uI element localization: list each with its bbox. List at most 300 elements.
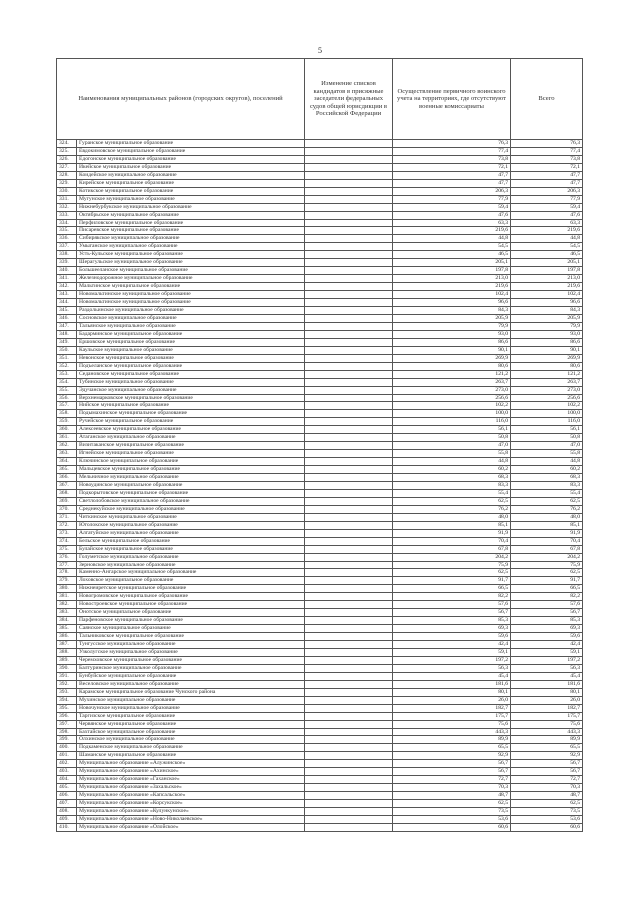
municipality-name: Кирейское муниципальное образование	[77, 179, 305, 187]
row-number: 410.	[57, 823, 77, 831]
total-value: 443,3	[511, 728, 583, 736]
total-value: 79,9	[511, 322, 583, 330]
row-number: 382.	[57, 601, 77, 609]
row-number: 368.	[57, 489, 77, 497]
table-row	[57, 434, 583, 442]
candidates-value	[305, 203, 393, 211]
table-row	[57, 545, 583, 553]
military-registration-value: 56,7	[393, 768, 511, 776]
candidates-value	[305, 529, 393, 537]
row-number: 359.	[57, 418, 77, 426]
candidates-value	[305, 219, 393, 227]
row-number: 355.	[57, 386, 77, 394]
table-row	[57, 378, 583, 386]
row-number: 409.	[57, 816, 77, 824]
candidates-value	[305, 776, 393, 784]
table-row	[57, 569, 583, 577]
municipality-name: Октябрьское муниципальное образование	[77, 211, 305, 219]
military-registration-value: 197,8	[393, 267, 511, 275]
total-value: 84,3	[511, 307, 583, 315]
military-registration-value: 273,0	[393, 386, 511, 394]
row-number: 329.	[57, 179, 77, 187]
military-registration-value: 256,6	[393, 394, 511, 402]
municipality-name: Мальцевское муниципальное образование	[77, 466, 305, 474]
total-value: 47,0	[511, 442, 583, 450]
military-registration-value: 92,9	[393, 752, 511, 760]
candidates-value	[305, 696, 393, 704]
total-value: 80,1	[511, 688, 583, 696]
military-registration-value: 263,7	[393, 378, 511, 386]
municipality-name: Нижнеиретское муниципальное образование	[77, 585, 305, 593]
row-number: 336.	[57, 235, 77, 243]
table-row	[57, 617, 583, 625]
municipality-name: Новогромовское муниципальное образование	[77, 593, 305, 601]
candidates-value	[305, 593, 393, 601]
candidates-value	[305, 299, 393, 307]
row-number: 376.	[57, 553, 77, 561]
table-row	[57, 179, 583, 187]
candidates-value	[305, 267, 393, 275]
total-value: 82,2	[511, 593, 583, 601]
military-registration-value: 63,3	[393, 219, 511, 227]
row-number: 389.	[57, 656, 77, 664]
table-row	[57, 338, 583, 346]
military-registration-value: 219,6	[393, 283, 511, 291]
total-value: 182,7	[511, 704, 583, 712]
military-registration-value: 75,6	[393, 720, 511, 728]
total-value: 96,6	[511, 299, 583, 307]
candidates-value	[305, 784, 393, 792]
row-number: 373.	[57, 529, 77, 537]
table-row	[57, 816, 583, 824]
candidates-value	[305, 664, 393, 672]
table-row	[57, 147, 583, 155]
municipality-name: Подъеланское муниципальное образование	[77, 362, 305, 370]
table-row	[57, 752, 583, 760]
row-number: 406.	[57, 792, 77, 800]
military-registration-value: 90,1	[393, 346, 511, 354]
row-number: 397.	[57, 720, 77, 728]
candidates-value	[305, 386, 393, 394]
municipality-name: Ершовское муниципальное образование	[77, 338, 305, 346]
municipality-name: Новостроевское муниципальное образование	[77, 601, 305, 609]
table-row	[57, 370, 583, 378]
candidates-value	[305, 513, 393, 521]
military-registration-value: 76,2	[393, 505, 511, 513]
military-registration-value: 205,9	[393, 314, 511, 322]
row-number: 398.	[57, 728, 77, 736]
total-value: 102,2	[511, 402, 583, 410]
table-row	[57, 251, 583, 259]
table-row	[57, 744, 583, 752]
table-row	[57, 394, 583, 402]
candidates-value	[305, 155, 393, 163]
total-value: 62,5	[511, 569, 583, 577]
municipality-name: Тубинское муниципальное образование	[77, 378, 305, 386]
municipality-name: Олхинское муниципальное образование	[77, 736, 305, 744]
military-registration-value: 79,9	[393, 322, 511, 330]
candidates-value	[305, 283, 393, 291]
total-value: 77,9	[511, 195, 583, 203]
total-value: 56,7	[511, 768, 583, 776]
municipality-name: Тальянское муниципальное образование	[77, 322, 305, 330]
total-value: 57,6	[511, 601, 583, 609]
municipality-name: Мугунское муниципальное образование	[77, 195, 305, 203]
row-number: 408.	[57, 808, 77, 816]
military-registration-value: 56,1	[393, 426, 511, 434]
total-value: 47,7	[511, 179, 583, 187]
row-number: 386.	[57, 633, 77, 641]
row-number: 388.	[57, 649, 77, 657]
military-registration-value: 80,6	[393, 362, 511, 370]
candidates-value	[305, 346, 393, 354]
table-row	[57, 529, 583, 537]
table-row	[57, 601, 583, 609]
total-value: 55,8	[511, 450, 583, 458]
military-registration-value: 72,1	[393, 163, 511, 171]
table-row	[57, 195, 583, 203]
header-candidates: Изменение списков кандидатов в присяжные заседатели федеральных судов общей юрисдикции в Российской Федерации	[305, 59, 393, 140]
municipality-name: Светлолобовское муниципальное образование	[77, 497, 305, 505]
row-number: 348.	[57, 330, 77, 338]
total-value: 76,3	[511, 140, 583, 148]
total-value: 53,6	[511, 816, 583, 824]
municipality-name: Умыганское муниципальное образование	[77, 243, 305, 251]
row-number: 385.	[57, 625, 77, 633]
row-number: 325.	[57, 147, 77, 155]
total-value: 102,4	[511, 291, 583, 299]
military-registration-value: 46,5	[393, 251, 511, 259]
municipality-name: Подымахинское муниципальное образование	[77, 410, 305, 418]
total-value: 75,9	[511, 561, 583, 569]
total-value: 100,0	[511, 410, 583, 418]
municipality-name: Среднекуйское муниципальное образование	[77, 505, 305, 513]
municipality-name: Шаманское муниципальное образование	[77, 752, 305, 760]
candidates-value	[305, 442, 393, 450]
total-value: 55,4	[511, 489, 583, 497]
row-number: 324.	[57, 140, 77, 148]
total-value: 269,9	[511, 354, 583, 362]
table-row	[57, 163, 583, 171]
table-row	[57, 275, 583, 283]
total-value: 70,4	[511, 537, 583, 545]
municipality-name: Мельничное муниципальное образование	[77, 474, 305, 482]
total-value: 121,2	[511, 370, 583, 378]
table-row	[57, 513, 583, 521]
table-row	[57, 322, 583, 330]
municipality-name: Гуранское муниципальное образование	[77, 140, 305, 148]
municipality-name: Алгатуйское муниципальное образование	[77, 529, 305, 537]
total-value: 73,8	[511, 155, 583, 163]
table-row	[57, 585, 583, 593]
table-row	[57, 187, 583, 195]
table-row	[57, 466, 583, 474]
municipality-name: Эдучанское муниципальное образование	[77, 386, 305, 394]
military-registration-value: 53,6	[393, 816, 511, 824]
total-value: 93,0	[511, 330, 583, 338]
total-value: 219,6	[511, 227, 583, 235]
table-row	[57, 402, 583, 410]
total-value: 91,7	[511, 577, 583, 585]
table-row	[57, 505, 583, 513]
candidates-value	[305, 489, 393, 497]
row-number: 358.	[57, 410, 77, 418]
total-value: 47,7	[511, 171, 583, 179]
total-value: 256,6	[511, 394, 583, 402]
candidates-value	[305, 537, 393, 545]
candidates-value	[305, 752, 393, 760]
candidates-value	[305, 418, 393, 426]
row-number: 344.	[57, 299, 77, 307]
total-value: 92,9	[511, 752, 583, 760]
row-number: 374.	[57, 537, 77, 545]
page-number: 5	[318, 46, 322, 55]
municipality-name: Игнейское муниципальное образование	[77, 450, 305, 458]
candidates-value	[305, 195, 393, 203]
municipality-name: Новоудинское муниципальное образование	[77, 481, 305, 489]
municipality-name: Раздольинское муниципальное образование	[77, 307, 305, 315]
military-registration-value: 86,6	[393, 338, 511, 346]
table-row	[57, 768, 583, 776]
municipality-name: Алексеевское муниципальное образование	[77, 426, 305, 434]
municipality-name: Бельское муниципальное образование	[77, 537, 305, 545]
municipality-name: Бахтайское муниципальное образование	[77, 728, 305, 736]
municipality-name: Муниципальное образование «Капсальское»	[77, 792, 305, 800]
table-row	[57, 219, 583, 227]
row-number: 405.	[57, 784, 77, 792]
candidates-value	[305, 354, 393, 362]
municipality-name: Таргизское муниципальное образование	[77, 712, 305, 720]
military-registration-value: 77,4	[393, 147, 511, 155]
municipality-name: Муниципальное образование «Алужинское»	[77, 760, 305, 768]
total-value: 44,8	[511, 235, 583, 243]
table-row	[57, 696, 583, 704]
table-row	[57, 227, 583, 235]
row-number: 377.	[57, 561, 77, 569]
municipality-name: Котикское муниципальное образование	[77, 187, 305, 195]
municipality-name: Новочунское муниципальное образование	[77, 704, 305, 712]
military-registration-value: 89,9	[393, 736, 511, 744]
military-registration-value: 77,9	[393, 195, 511, 203]
military-registration-value: 59,4	[393, 203, 511, 211]
military-registration-value: 91,9	[393, 529, 511, 537]
candidates-value	[305, 712, 393, 720]
total-value: 73,5	[511, 808, 583, 816]
table-row	[57, 792, 583, 800]
candidates-value	[305, 704, 393, 712]
candidates-value	[305, 227, 393, 235]
table-row	[57, 458, 583, 466]
allocation-table	[56, 58, 583, 832]
municipality-name: Усть-Кульское муниципальное образование	[77, 251, 305, 259]
total-value: 45,4	[511, 672, 583, 680]
table-row	[57, 641, 583, 649]
row-number: 328.	[57, 171, 77, 179]
candidates-value	[305, 800, 393, 808]
total-value: 56,7	[511, 760, 583, 768]
municipality-name: Веселовское муниципальное образование	[77, 680, 305, 688]
table-row	[57, 672, 583, 680]
total-value: 46,5	[511, 251, 583, 259]
municipality-name: Нижнебурбукское муниципальное образование	[77, 203, 305, 211]
military-registration-value: 76,3	[393, 140, 511, 148]
total-value: 56,1	[511, 426, 583, 434]
total-value: 219,6	[511, 283, 583, 291]
military-registration-value: 42,4	[393, 641, 511, 649]
candidates-value	[305, 179, 393, 187]
total-value: 56,3	[511, 664, 583, 672]
municipality-name: Муниципальное образование «Корсукское»	[77, 800, 305, 808]
table-row	[57, 450, 583, 458]
total-value: 48,7	[511, 792, 583, 800]
candidates-value	[305, 243, 393, 251]
total-value: 83,3	[511, 481, 583, 489]
row-number: 337.	[57, 243, 77, 251]
candidates-value	[305, 649, 393, 657]
candidates-value	[305, 609, 393, 617]
table-row	[57, 537, 583, 545]
candidates-value	[305, 140, 393, 148]
total-value: 54,5	[511, 243, 583, 251]
row-number: 403.	[57, 768, 77, 776]
military-registration-value: 85,1	[393, 521, 511, 529]
total-value: 70,3	[511, 784, 583, 792]
table-row	[57, 489, 583, 497]
table-row	[57, 314, 583, 322]
military-registration-value: 45,4	[393, 672, 511, 680]
row-number: 400.	[57, 744, 77, 752]
military-registration-value: 197,2	[393, 656, 511, 664]
municipality-name: Голуметское муниципальное образование	[77, 553, 305, 561]
row-number: 338.	[57, 251, 77, 259]
total-value: 197,2	[511, 656, 583, 664]
table-row	[57, 712, 583, 720]
row-number: 361.	[57, 434, 77, 442]
military-registration-value: 47,7	[393, 171, 511, 179]
row-number: 370.	[57, 505, 77, 513]
table-row	[57, 346, 583, 354]
row-number: 395.	[57, 704, 77, 712]
military-registration-value: 44,8	[393, 235, 511, 243]
total-value: 59,4	[511, 203, 583, 211]
table-row	[57, 784, 583, 792]
row-number: 341.	[57, 275, 77, 283]
military-registration-value: 62,5	[393, 497, 511, 505]
candidates-value	[305, 275, 393, 283]
municipality-name: Муниципальное образование «Олойское»	[77, 823, 305, 831]
table-row	[57, 688, 583, 696]
military-registration-value: 73,5	[393, 808, 511, 816]
total-value: 63,3	[511, 219, 583, 227]
total-value: 213,0	[511, 275, 583, 283]
total-value: 205,1	[511, 259, 583, 267]
row-number: 345.	[57, 307, 77, 315]
row-number: 391.	[57, 672, 77, 680]
candidates-value	[305, 171, 393, 179]
candidates-value	[305, 291, 393, 299]
header-name: Наименования муниципальных районов (городских округов), поселений	[57, 59, 305, 140]
military-registration-value: 269,9	[393, 354, 511, 362]
row-number: 346.	[57, 314, 77, 322]
table-row	[57, 656, 583, 664]
candidates-value	[305, 466, 393, 474]
row-number: 350.	[57, 346, 77, 354]
military-registration-value: 75,9	[393, 561, 511, 569]
candidates-value	[305, 728, 393, 736]
municipality-name: Муниципальное образование «Ахинское»	[77, 768, 305, 776]
military-registration-value: 102,4	[393, 291, 511, 299]
military-registration-value: 181,6	[393, 680, 511, 688]
row-number: 342.	[57, 283, 77, 291]
row-number: 372.	[57, 521, 77, 529]
municipality-name: Саянское муниципальное образование	[77, 625, 305, 633]
military-registration-value: 56,7	[393, 760, 511, 768]
table-row	[57, 442, 583, 450]
row-number: 383.	[57, 609, 77, 617]
table-row	[57, 704, 583, 712]
total-value: 91,9	[511, 529, 583, 537]
row-number: 366.	[57, 474, 77, 482]
candidates-value	[305, 561, 393, 569]
total-value: 76,2	[511, 505, 583, 513]
total-value: 205,9	[511, 314, 583, 322]
candidates-value	[305, 307, 393, 315]
candidates-value	[305, 680, 393, 688]
total-value: 85,1	[511, 521, 583, 529]
military-registration-value: 72,7	[393, 776, 511, 784]
municipality-name: Парфеновское муниципальное образование	[77, 617, 305, 625]
row-number: 375.	[57, 545, 77, 553]
military-registration-value: 62,5	[393, 800, 511, 808]
row-number: 365.	[57, 466, 77, 474]
military-registration-value: 56,3	[393, 664, 511, 672]
candidates-value	[305, 823, 393, 831]
military-registration-value: 121,2	[393, 370, 511, 378]
candidates-value	[305, 768, 393, 776]
row-number: 340.	[57, 267, 77, 275]
military-registration-value: 47,0	[393, 442, 511, 450]
municipality-name: Ручейское муниципальное образование	[77, 418, 305, 426]
municipality-name: Большееланское муниципальное образование	[77, 267, 305, 275]
candidates-value	[305, 259, 393, 267]
municipality-name: Зерновское муниципальное образование	[77, 561, 305, 569]
table-row	[57, 426, 583, 434]
candidates-value	[305, 505, 393, 513]
table-row	[57, 330, 583, 338]
military-registration-value: 213,0	[393, 275, 511, 283]
candidates-value	[305, 481, 393, 489]
total-value: 67,8	[511, 545, 583, 553]
table-row	[57, 140, 583, 148]
municipality-name: Нийское муниципальное образование	[77, 402, 305, 410]
row-number: 367.	[57, 481, 77, 489]
row-number: 393.	[57, 688, 77, 696]
military-registration-value: 59,1	[393, 649, 511, 657]
candidates-value	[305, 235, 393, 243]
military-registration-value: 66,5	[393, 585, 511, 593]
candidates-value	[305, 736, 393, 744]
table-row	[57, 808, 583, 816]
table-row	[57, 481, 583, 489]
total-value: 75,6	[511, 720, 583, 728]
total-value: 206,3	[511, 187, 583, 195]
candidates-value	[305, 402, 393, 410]
military-registration-value: 48,7	[393, 792, 511, 800]
military-registration-value: 206,3	[393, 187, 511, 195]
military-registration-value: 67,8	[393, 545, 511, 553]
total-value: 69,3	[511, 625, 583, 633]
military-registration-value: 80,1	[393, 688, 511, 696]
